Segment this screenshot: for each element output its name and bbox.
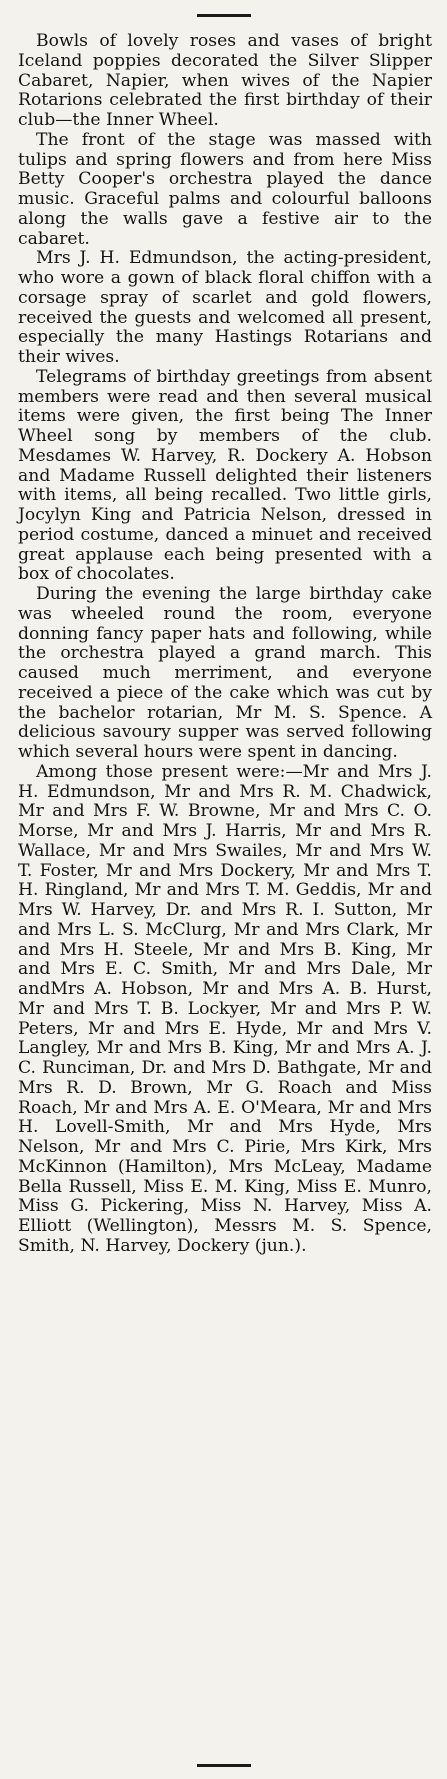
paragraph-6-attendees: Among those present were:—Mr and Mrs J. H. Edmundson, Mr and Mrs R. M. Chadwick, Mr and Mrs F. W. Browne, Mr and Mrs C. O. Morse, Mr and Mrs J. Harris, Mr and Mrs R. Wallace, Mr and Mrs Swailes, Mr and Mrs W. T. Foster, Mr and Mrs Dockery, Mr and Mrs T. H. Ringland, Mr and Mrs T. M. Geddis, Mr and Mrs W. Harvey, Dr. and Mrs R. I. Sutton, Mr and Mrs L. S. McClurg, Mr and Mrs Clark, Mr and Mrs H. Steele, Mr and Mrs B. King, Mr and Mrs E. C. Smith, Mr and Mrs Dale, Mr andMrs A. Hobson, Mr and Mrs A. B. Hurst, Mr and Mrs T. B. Lockyer, Mr and Mrs P. W. Peters, Mr and Mrs E. Hyde, Mr and Mrs V. Langley, Mr and Mrs B. King, Mr and Mrs A. J. C. Runciman, Dr. and Mrs D. Bathgate, Mr and Mrs R. D. Brown, Mr G. Roach and Miss Roach, Mr and Mrs A. E. O'Meara, Mr and Mrs H. Lovell-Smith, Mr and Mrs Hyde, Mrs Nelson, Mr and Mrs C. Pirie, Mrs Kirk, Mrs McKinnon (Hamilton), Mrs McLeay, Madame Bella Russell, Miss E. M. King, Miss E. Munro, Miss G. Pickering, Miss N. Harvey, Miss A. Elliott (Wellington), Messrs M. S. Spence, Smith, N. Harvey, Dockery (jun.). — [18, 761, 432, 1256]
top-rule — [197, 14, 251, 17]
bottom-rule — [197, 1764, 251, 1767]
paragraph-3: Mrs J. H. Edmundson, the acting-president, who wore a gown of black floral chiffon with a corsage spray of scarlet and gold flowers, received the guests and welcomed all present, especially the many Hastings Rotarians and their wives. — [18, 248, 432, 367]
news-article — [18, 32, 432, 1257]
paragraph-2: The front of the stage was massed with tulips and spring flowers and from here Miss Betty Cooper's orchestra played the dance music. Graceful palms and colourful balloons along the walls gave a festive air to the cabaret. — [18, 129, 432, 249]
paragraph-5: During the evening the large birthday cake was wheeled round the room, everyone donning fancy paper hats and following, while the orchestra played a grand march. This caused much merriment, and everyone received a piece of the cake which was cut by the bachelor rotarian, Mr M. S. Spence. A delicious savoury supper was served following which several hours were spent in dancing. — [18, 584, 432, 762]
paragraph-4: Telegrams of birthday greetings from absent members were read and then several musical items were given, the first being The Inner Wheel song by members of the club. Mesdames W. Harvey, R. Dockery A. Hobson and Madame Russell delighted their listeners with items, all being recalled. Two little girls, Jocylyn King and Patricia Nelson, dressed in period costume, danced a minuet and received great applause each being presented with a box of chocolates. — [18, 366, 432, 585]
paragraph-1: Bowls of lovely roses and vases of bright Iceland poppies decorated the Silver Slipper Cabaret, Napier, when wives of the Napier Rotarions celebrated the first birthday of their club—the Inner Wheel. — [18, 31, 432, 130]
